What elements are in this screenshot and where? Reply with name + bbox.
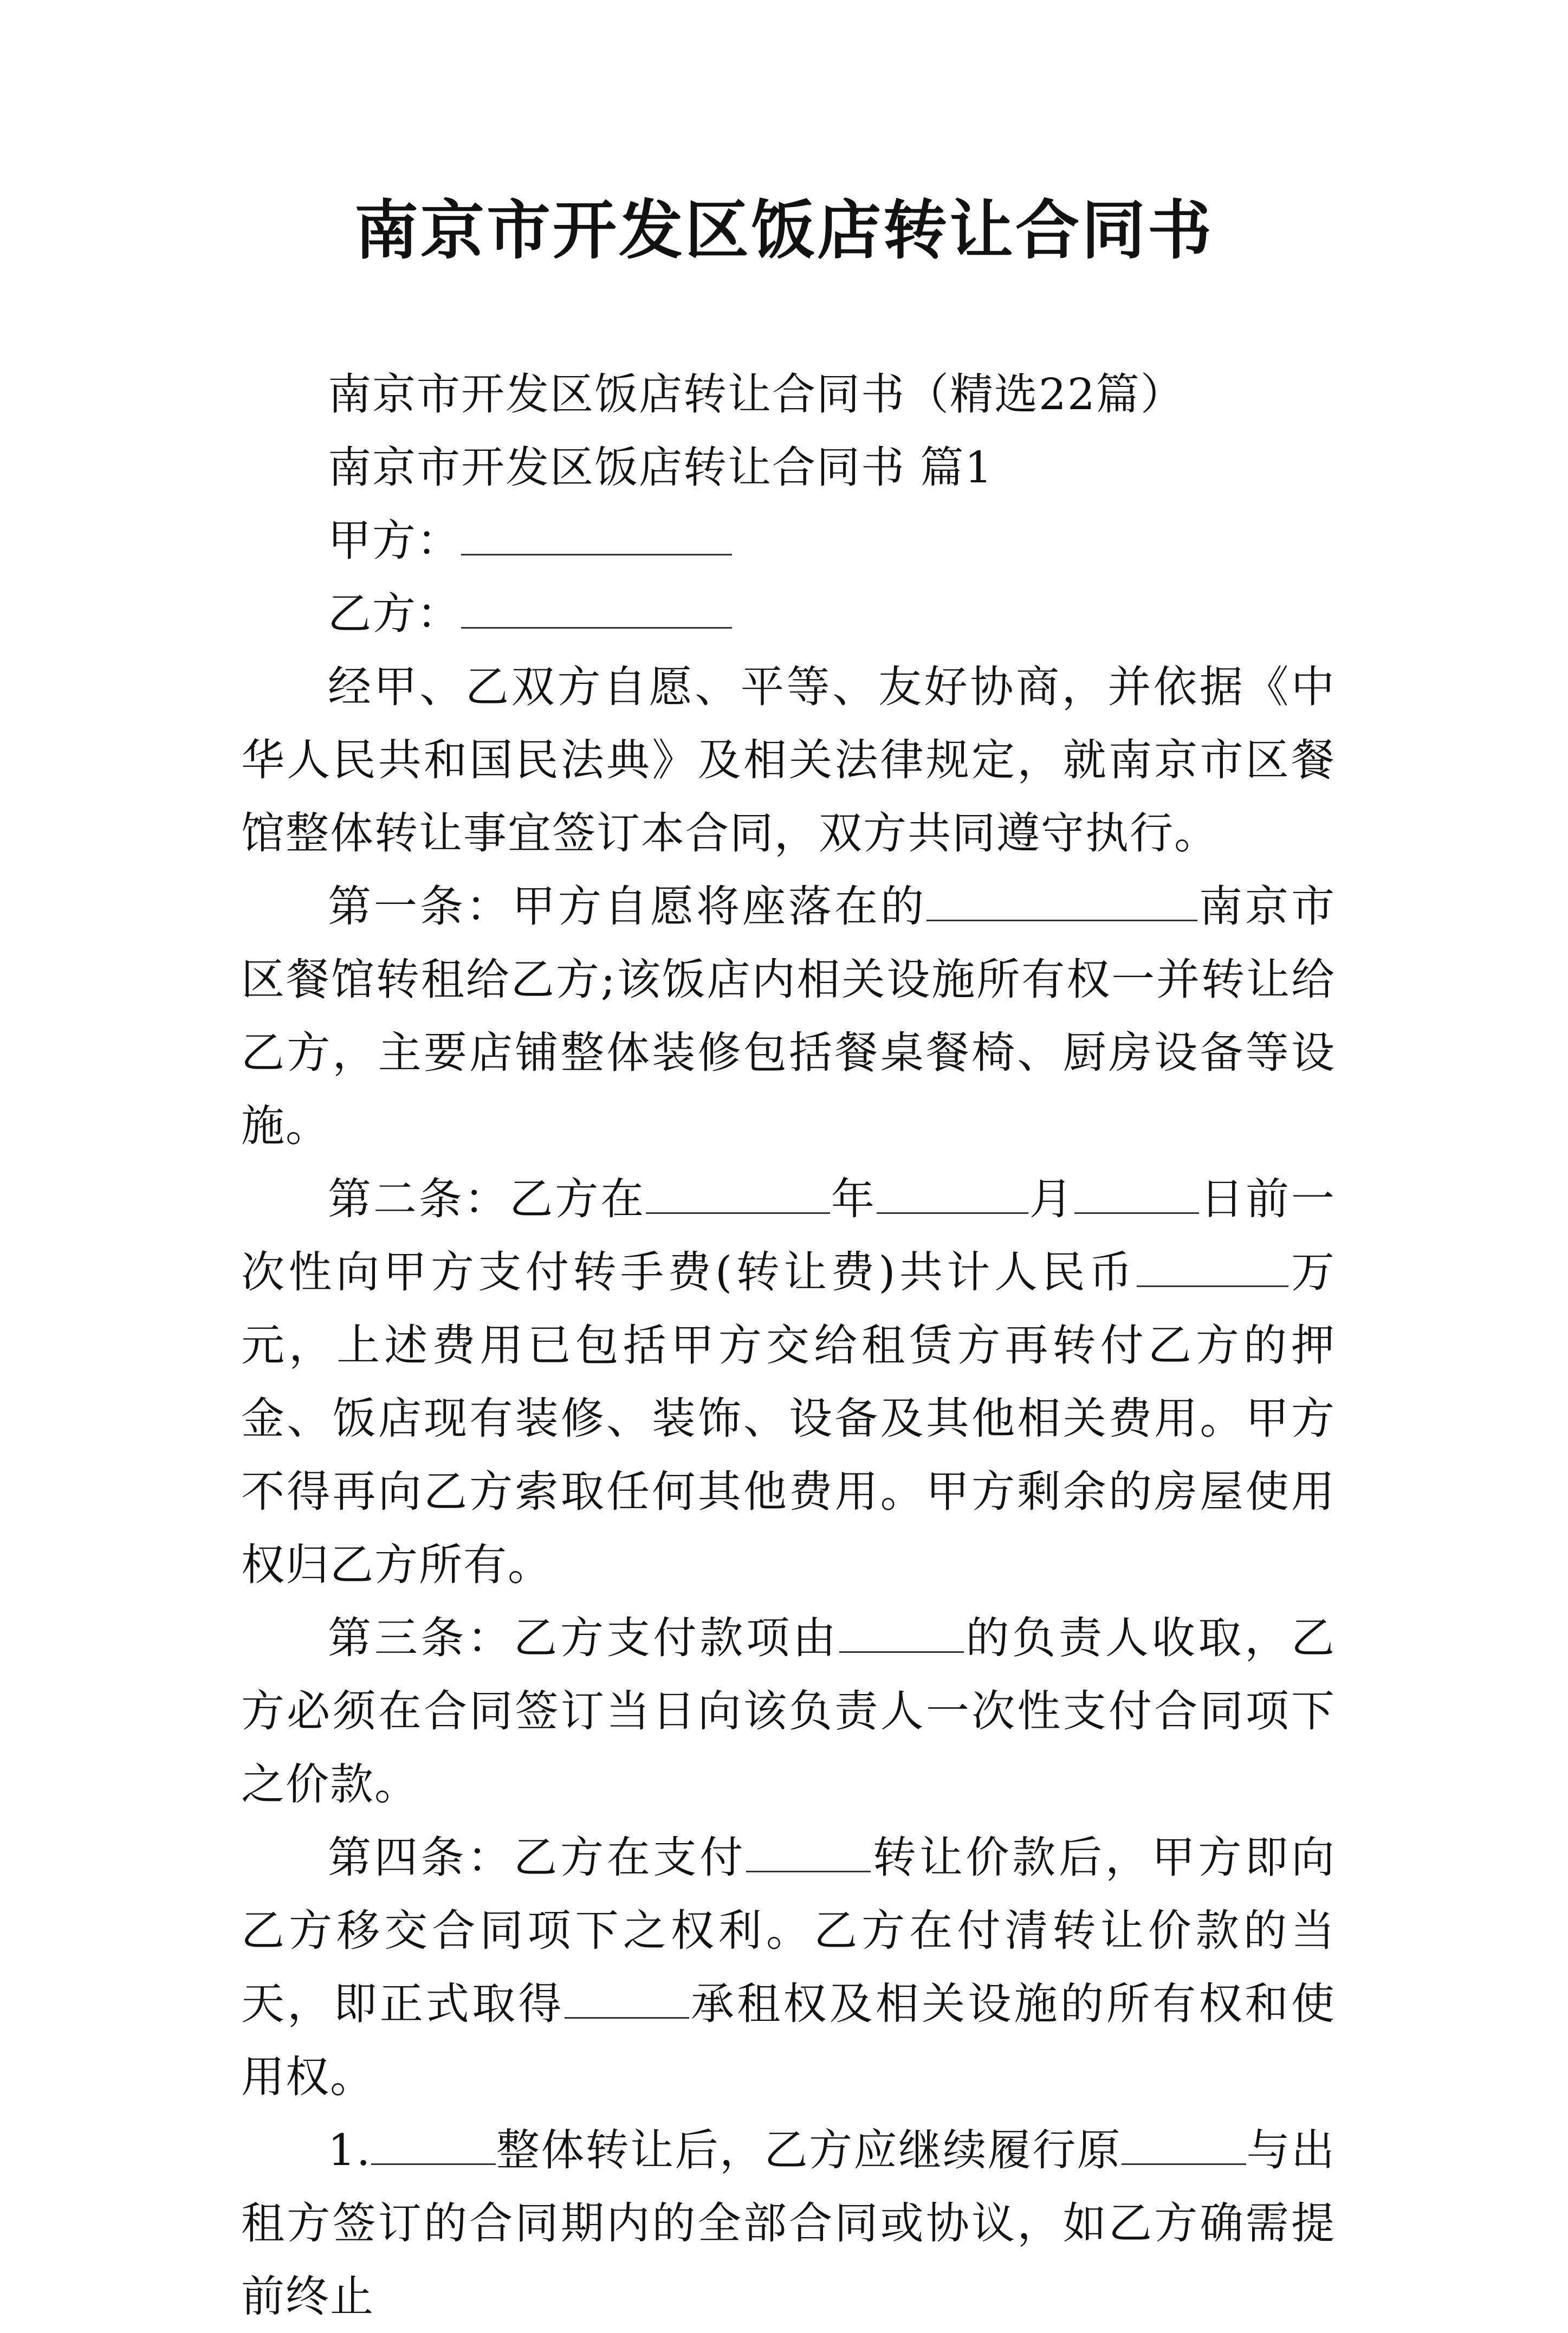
article-3 bbox=[241, 1601, 1336, 1821]
party-a-blank bbox=[461, 516, 732, 555]
item-1-text-b: 整体转让后，乙方应继续履行原 bbox=[496, 2125, 1122, 2175]
article-4-text-c: 承租权及相关设施的所有权和使用权。 bbox=[241, 1979, 1336, 2102]
article-1-blank bbox=[926, 882, 1197, 921]
article-2-month-label: 月 bbox=[1028, 1174, 1075, 1224]
article-4-text-a: 第四条：乙方在支付 bbox=[328, 1832, 747, 1883]
article-2-text-a: 第二条：乙方在 bbox=[328, 1174, 646, 1224]
article-2-year-label: 年 bbox=[830, 1174, 877, 1224]
article-2-year-blank bbox=[646, 1174, 830, 1214]
article-2-day-blank bbox=[1074, 1174, 1199, 1214]
article-2 bbox=[241, 1162, 1336, 1601]
article-4-blank-2 bbox=[565, 1979, 689, 2019]
item-1 bbox=[241, 2114, 1336, 2333]
item-1-number: 1. bbox=[328, 2125, 372, 2175]
subtitle-line: 南京市开发区饭店转让合同书（精选22篇） bbox=[328, 369, 1185, 419]
item-1-blank-2 bbox=[1122, 2125, 1246, 2165]
item-1-blank-1 bbox=[371, 2125, 496, 2165]
party-a-label: 甲方： bbox=[328, 515, 461, 566]
article-2-month-blank bbox=[877, 1174, 1028, 1214]
party-b-line bbox=[241, 577, 1336, 650]
article-1-text-a: 第一条：甲方自愿将座落在的 bbox=[328, 881, 926, 932]
item-1-text-c: 与出租方签订的合同期内的全部合同或协议，如乙方确需提前终止 bbox=[241, 2125, 1336, 2322]
article-2-text-e: 万元，上述费用已包括甲方交给租赁方再转付乙方的押金、饭店现有装修、装饰、设备及其他相关费用。甲方不得再向乙方索取任何其他费用。甲方剩余的房屋使用权归乙方所有。 bbox=[241, 1247, 1336, 1590]
article-1 bbox=[241, 870, 1336, 1162]
article-1-text-b: 南京市区餐馆转租给乙方;该饭店内相关设施所有权一并转让给乙方，主要店铺整体装修包括餐桌餐椅、厨房设备等设施。 bbox=[241, 881, 1336, 1151]
article-3-text-b: 的负责人收取，乙方必须在合同签订当日向该负责人一次性支付合同项下之价款。 bbox=[241, 1613, 1336, 1809]
article-3-text-a: 第三条：乙方支付款项由 bbox=[328, 1613, 839, 1663]
document-body bbox=[241, 358, 1336, 2333]
article-2-text-d: 日前一次性向甲方支付转手费(转让费)共计人民币 bbox=[241, 1174, 1336, 1297]
article-4-blank-1 bbox=[746, 1833, 871, 1872]
intro-paragraph: 经甲、乙双方自愿、平等、友好协商，并依据《中华人民共和国民法典》及相关法律规定，就南京市区餐馆整体转让事宜签订本合同，双方共同遵守执行。 bbox=[241, 662, 1336, 858]
document-title: 南京市开发区饭店转让合同书 bbox=[354, 192, 1214, 268]
article-4-text-b: 转让价款后，甲方即向乙方移交合同项下之权利。乙方在付清转让价款的当天，即正式取得 bbox=[241, 1832, 1336, 2029]
party-b-blank bbox=[461, 589, 732, 629]
article-4 bbox=[241, 1821, 1336, 2114]
article-2-amount-blank bbox=[1137, 1248, 1288, 1287]
party-b-label: 乙方： bbox=[328, 589, 461, 639]
party-a-line bbox=[241, 504, 1336, 577]
section-heading: 南京市开发区饭店转让合同书 篇1 bbox=[328, 442, 994, 493]
article-3-blank bbox=[839, 1613, 964, 1653]
